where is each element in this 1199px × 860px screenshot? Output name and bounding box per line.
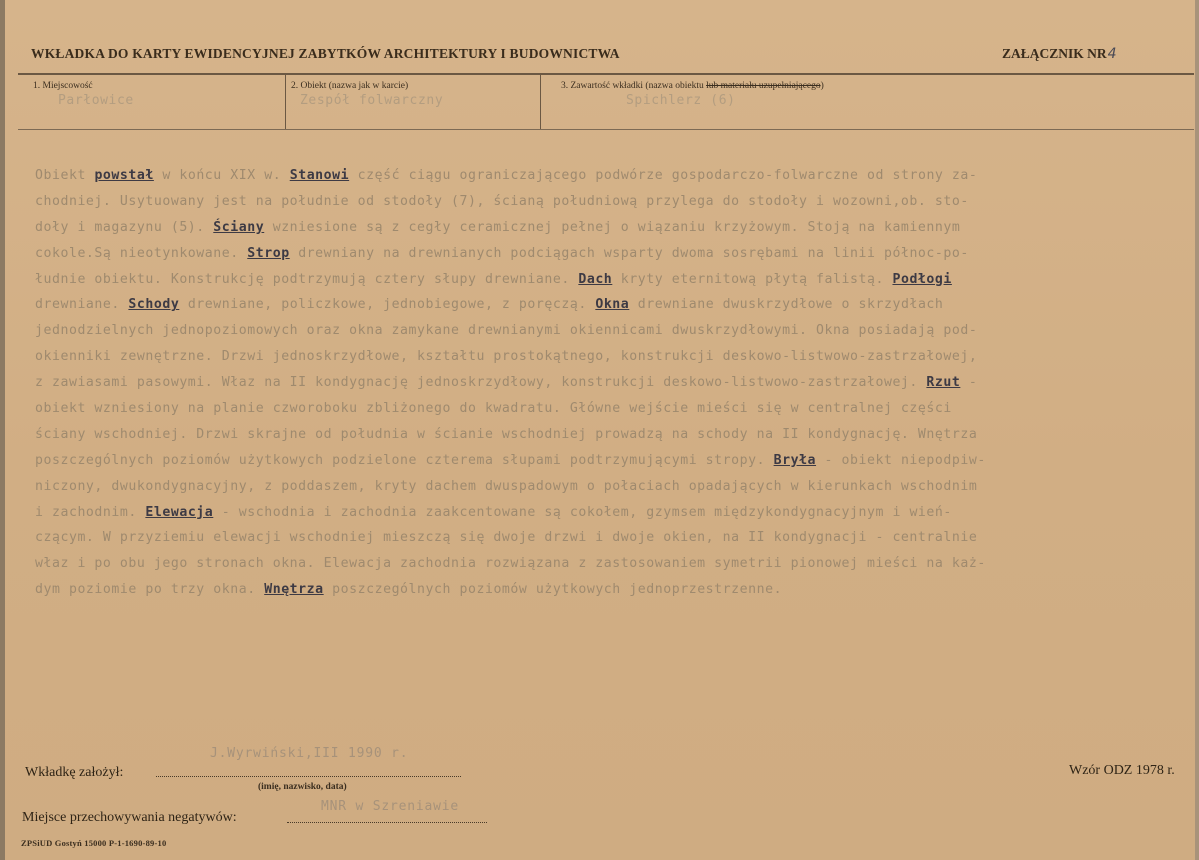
section-keyword: powstał: [94, 168, 154, 183]
description-segment: drewniane, policzkowe, jednobiegowe, z poręczą.: [179, 297, 596, 313]
description-segment: -: [960, 375, 978, 391]
description-line: [35, 474, 1175, 500]
description-segment: chodniej. Usytuowany jest na południe od stodoły (7), ścianą południową przylega do stodoły i wozowni,ob. sto-: [35, 193, 969, 209]
description-segment: obiekt wzniesiony na planie czworoboku zbliżonego do kwadratu. Główne wejście mieści się w centralnej części: [35, 401, 952, 417]
description-line: [35, 318, 1175, 344]
description-line: [35, 448, 1175, 474]
locality-field-label: 1. Miejscowość: [33, 81, 93, 91]
description-segment: część ciągu ograniczającego podwórze gospodarczo-folwarczne od strony za-: [349, 168, 978, 183]
annex-number-label: [1002, 46, 1117, 62]
description-segment: właz i po obu jego stronach okna. Elewacja zachodnia rozwiązana z zastosowaniem symetrii pionowej mieści na każ-: [35, 556, 986, 572]
description-line: [35, 551, 1175, 577]
founder-caption: (imię, nazwisko, data): [258, 782, 347, 792]
section-keyword: Ściany: [213, 219, 265, 235]
negatives-typed-value: MNR w Szreniawie: [321, 799, 460, 814]
contents-field-value: Spichlerz (6): [626, 93, 736, 108]
negatives-label: Miejsce przechowywania negatywów:: [22, 810, 237, 825]
contents-label-end: ): [820, 81, 824, 91]
description-segment: dym poziomie po trzy okna.: [35, 582, 265, 598]
section-keyword: Elewacja: [145, 504, 214, 520]
description-line: [35, 422, 1175, 448]
description-line: [35, 577, 1175, 603]
header-rule: [18, 73, 1194, 75]
negatives-dotted-line: [287, 822, 487, 823]
section-keyword: Schody: [128, 297, 180, 313]
description-segment: w końcu XIX w.: [153, 168, 290, 183]
description-segment: - obiekt niepodpiw-: [816, 452, 986, 468]
description-line: [35, 500, 1175, 526]
section-keyword: Podłogi: [892, 271, 952, 287]
description-segment: łudnie obiektu. Konstrukcję podtrzymują cztery słupy drewniane.: [35, 271, 579, 287]
description-line: [35, 189, 1175, 215]
description-segment: ściany wschodniej. Drzwi skrajne od południa w ścianie wschodniej prowadzą na schody na II kondygnację. Wnętrza: [35, 426, 978, 442]
description-line: [35, 267, 1175, 293]
description-segment: drewniane.: [35, 297, 129, 313]
field-divider-2: [540, 75, 541, 129]
description-line: [35, 292, 1175, 318]
description-segment: czącym. W przyziemiu elewacji wschodniej mieszczą się dwoje drzwi i dwoje okien, na II kondygnacji - centralnie: [35, 530, 978, 546]
contents-label-struck: lub materiału uzupełniającego: [706, 81, 821, 91]
founder-dotted-line: [156, 776, 461, 777]
description-segment: cokole.Są nieotynkowane.: [35, 245, 248, 261]
section-keyword: Wnętrza: [264, 582, 324, 598]
contents-label-start: 3. Zawartość wkładki (nazwa obiektu: [561, 81, 707, 91]
founder-label: Wkładkę założył:: [25, 765, 124, 780]
description-text: [35, 163, 1175, 603]
object-field-value: Zespół folwarczny: [300, 93, 444, 108]
description-line: [35, 370, 1175, 396]
printer-imprint: ZPSiUD Gostyń 15000 P-1-1690-89-10: [21, 838, 167, 848]
section-keyword: Bryła: [773, 452, 817, 468]
founder-typed-value: J.Wyrwiński,III 1990 r.: [210, 746, 409, 761]
locality-field-value: Parłowice: [58, 93, 134, 108]
contents-field-label: [561, 81, 824, 91]
description-line: [35, 396, 1175, 422]
description-line: [35, 525, 1175, 551]
card-title: WKŁADKA DO KARTY EWIDENCYJNEJ ZABYTKÓW ARCHITEKTURY I BUDOWNICTWA: [31, 46, 620, 61]
section-keyword: Okna: [595, 297, 630, 313]
description-segment: drewniany na drewnianych podciągach wsparty dwoma sosrębami na linii północ-po-: [289, 245, 969, 261]
description-segment: jednodzielnych jednopoziomowych oraz okna zamykane drewnianymi okiennicami dwuskrzydłowymi. Okna posiadają pod-: [35, 323, 978, 339]
object-field-label: 2. Obiekt (nazwa jak w karcie): [291, 81, 409, 91]
fields-bottom-rule: [18, 129, 1194, 130]
annex-label-text: ZAŁĄCZNIK NR: [1002, 46, 1107, 61]
section-keyword: Stanowi: [289, 168, 350, 183]
description-segment: okienniki zewnętrzne. Drzwi jednoskrzydłowe, kształtu prostokątnego, konstrukcji deskowo-listwowo-zastrzałowej,: [35, 349, 978, 365]
form-model-note: Wzór ODZ 1978 r.: [1069, 763, 1175, 778]
description-line: [35, 163, 1175, 189]
description-segment: i zachodnim.: [35, 504, 146, 520]
section-keyword: Rzut: [926, 375, 961, 391]
annex-number-value: 4: [1107, 46, 1117, 62]
description-segment: poszczególnych poziomów użytkowych podzielone czterema słupami podtrzymującymi stropy.: [35, 452, 774, 468]
field-divider-1: [285, 75, 286, 129]
description-segment: doły i magazynu (5).: [35, 219, 214, 235]
description-segment: - wschodnia i zachodnia zaakcentowane są cokołem, gzymsem międzykondygnacyjnym i wień-: [213, 504, 952, 520]
description-line: [35, 241, 1175, 267]
description-segment: z zawiasami pasowymi. Właz na II kondygnację jednoskrzydłowy, konstrukcji deskowo-listwowo-zastrzałowej.: [35, 375, 927, 391]
card-left-edge: [0, 0, 5, 860]
description-line: [35, 344, 1175, 370]
description-line: [35, 215, 1175, 241]
description-segment: poszczególnych poziomów użytkowych jednoprzestrzenne.: [323, 582, 783, 598]
section-keyword: Strop: [247, 245, 290, 261]
description-segment: Obiekt: [35, 168, 95, 183]
card-right-edge: [1195, 0, 1199, 860]
description-segment: niczony, dwukondygnacyjny, z poddaszem, kryty dachem dwuspadowym o połaciach opadających w kierunkach wschodnim: [35, 478, 978, 494]
section-keyword: Dach: [578, 271, 613, 287]
description-segment: kryty eternitową płytą falistą.: [612, 271, 893, 287]
description-segment: drewniane dwuskrzydłowe o skrzydłach: [629, 297, 944, 313]
description-segment: wzniesione są z cegły ceramicznej pełnej o wiązaniu krzyżowym. Stoją na kamiennym: [264, 219, 961, 235]
